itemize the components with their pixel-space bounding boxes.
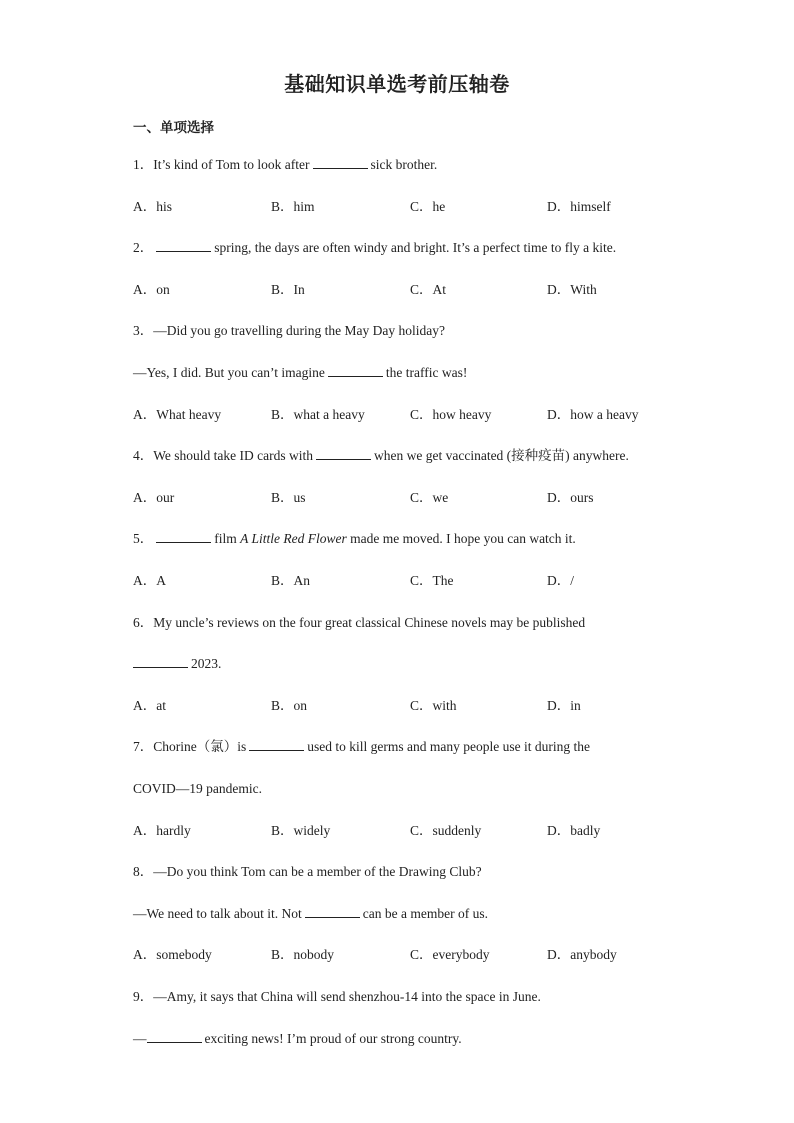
q8-option-a: A．somebody <box>133 947 212 962</box>
question-3-stem: 3．—Did you go travelling during the May Day holiday? <box>133 323 445 338</box>
q7-option-d: D．badly <box>547 823 601 838</box>
answer-blank <box>156 530 211 543</box>
question-6-stem: 6．My uncle’s reviews on the four great classical Chinese novels may be published <box>133 615 586 630</box>
answer-blank <box>133 655 188 668</box>
q1-option-d: D．himself <box>547 199 611 214</box>
q7-option-a: A．hardly <box>133 823 191 838</box>
question-8-response <box>133 905 488 923</box>
q6-option-d: D．in <box>547 698 581 713</box>
q1-option-a: A．his <box>133 199 173 214</box>
q5-option-d: D．/ <box>547 573 574 588</box>
q3-option-b: B．what a heavy <box>271 407 365 422</box>
q5-text-b: film <box>214 531 237 546</box>
q3-text-a: —Yes, I did. But you can’t imagine <box>133 365 325 380</box>
q8-option-c: C．everybody <box>410 947 490 962</box>
q6-option-b: B．on <box>271 698 308 713</box>
q3-option-a: A．What heavy <box>133 407 222 422</box>
q2-option-a: A．on <box>133 282 170 297</box>
answer-blank <box>313 156 368 169</box>
q9-text-a: — <box>133 1031 147 1046</box>
q2-text-a: 2． <box>133 240 154 255</box>
q6-option-a: A．at <box>133 698 166 713</box>
q8-option-d: D．anybody <box>547 947 617 962</box>
answer-blank <box>156 239 211 252</box>
answer-blank <box>249 738 304 751</box>
question-3-response <box>133 364 467 382</box>
q8-text-a: —We need to talk about it. Not <box>133 906 302 921</box>
q4-option-c: C．we <box>410 490 449 505</box>
question-5-stem <box>133 530 576 548</box>
question-9-response <box>133 1030 462 1048</box>
q1-option-b: B．him <box>271 199 315 214</box>
q5-option-a: A．A <box>133 573 166 588</box>
answer-blank <box>316 447 371 460</box>
q8-text-b: can be a member of us. <box>362 906 488 921</box>
q1-text-a: 1．It’s kind of Tom to look after <box>133 157 310 172</box>
q4-option-d: D．ours <box>547 490 594 505</box>
q4-text-a: 4．We should take ID cards with <box>133 448 313 463</box>
question-8-stem: 8．—Do you think Tom can be a member of the Drawing Club? <box>133 864 482 879</box>
q1-option-c: C．he <box>410 199 446 214</box>
q7-option-b: B．widely <box>271 823 331 838</box>
question-6-continuation <box>133 655 221 673</box>
question-7-continuation: COVID—19 pandemic. <box>133 781 262 796</box>
section-heading: 一、单项选择 <box>133 120 214 136</box>
answer-blank <box>328 364 383 377</box>
document-title: 基础知识单选考前压轴卷 <box>284 72 510 96</box>
q2-option-b: B．In <box>271 282 305 297</box>
q3-option-d: D．how a heavy <box>547 407 639 422</box>
answer-blank <box>147 1030 202 1043</box>
q7-text-b: used to kill germs and many people use it during the <box>307 739 590 754</box>
q7-text-a: 7．Chorine（氯）is <box>133 739 247 754</box>
q2-option-d: D．With <box>547 282 597 297</box>
question-7-stem <box>133 738 590 756</box>
q6-text-b: 2023. <box>191 656 222 671</box>
q6-option-c: C．with <box>410 698 457 713</box>
q7-option-c: C．suddenly <box>410 823 482 838</box>
question-1-stem <box>133 156 437 174</box>
q4-text-b: when we get vaccinated (接种疫苗) anywhere. <box>374 448 629 463</box>
q5-option-b: B．An <box>271 573 311 588</box>
q5-text-c: made me moved. I hope you can watch it. <box>350 531 576 546</box>
q9-text-b: exciting news! I’m proud of our strong country. <box>204 1031 462 1046</box>
q3-option-c: C．how heavy <box>410 407 492 422</box>
q1-text-b: sick brother. <box>370 157 438 172</box>
question-4-stem <box>133 447 629 465</box>
q8-option-b: B．nobody <box>271 947 335 962</box>
q5-text-a: 5． <box>133 531 154 546</box>
question-2-stem <box>133 239 616 257</box>
q5-film-title: A Little Red Flower <box>240 531 347 546</box>
q2-option-c: C．At <box>410 282 447 297</box>
answer-blank <box>305 905 360 918</box>
q4-option-a: A．our <box>133 490 175 505</box>
q3-text-b: the traffic was! <box>385 365 468 380</box>
q4-option-b: B．us <box>271 490 306 505</box>
q5-option-c: C．The <box>410 573 454 588</box>
question-9-stem: 9．—Amy, it says that China will send shenzhou-14 into the space in June. <box>133 989 541 1004</box>
q2-text-b: spring, the days are often windy and bright. It’s a perfect time to fly a kite. <box>214 240 617 255</box>
